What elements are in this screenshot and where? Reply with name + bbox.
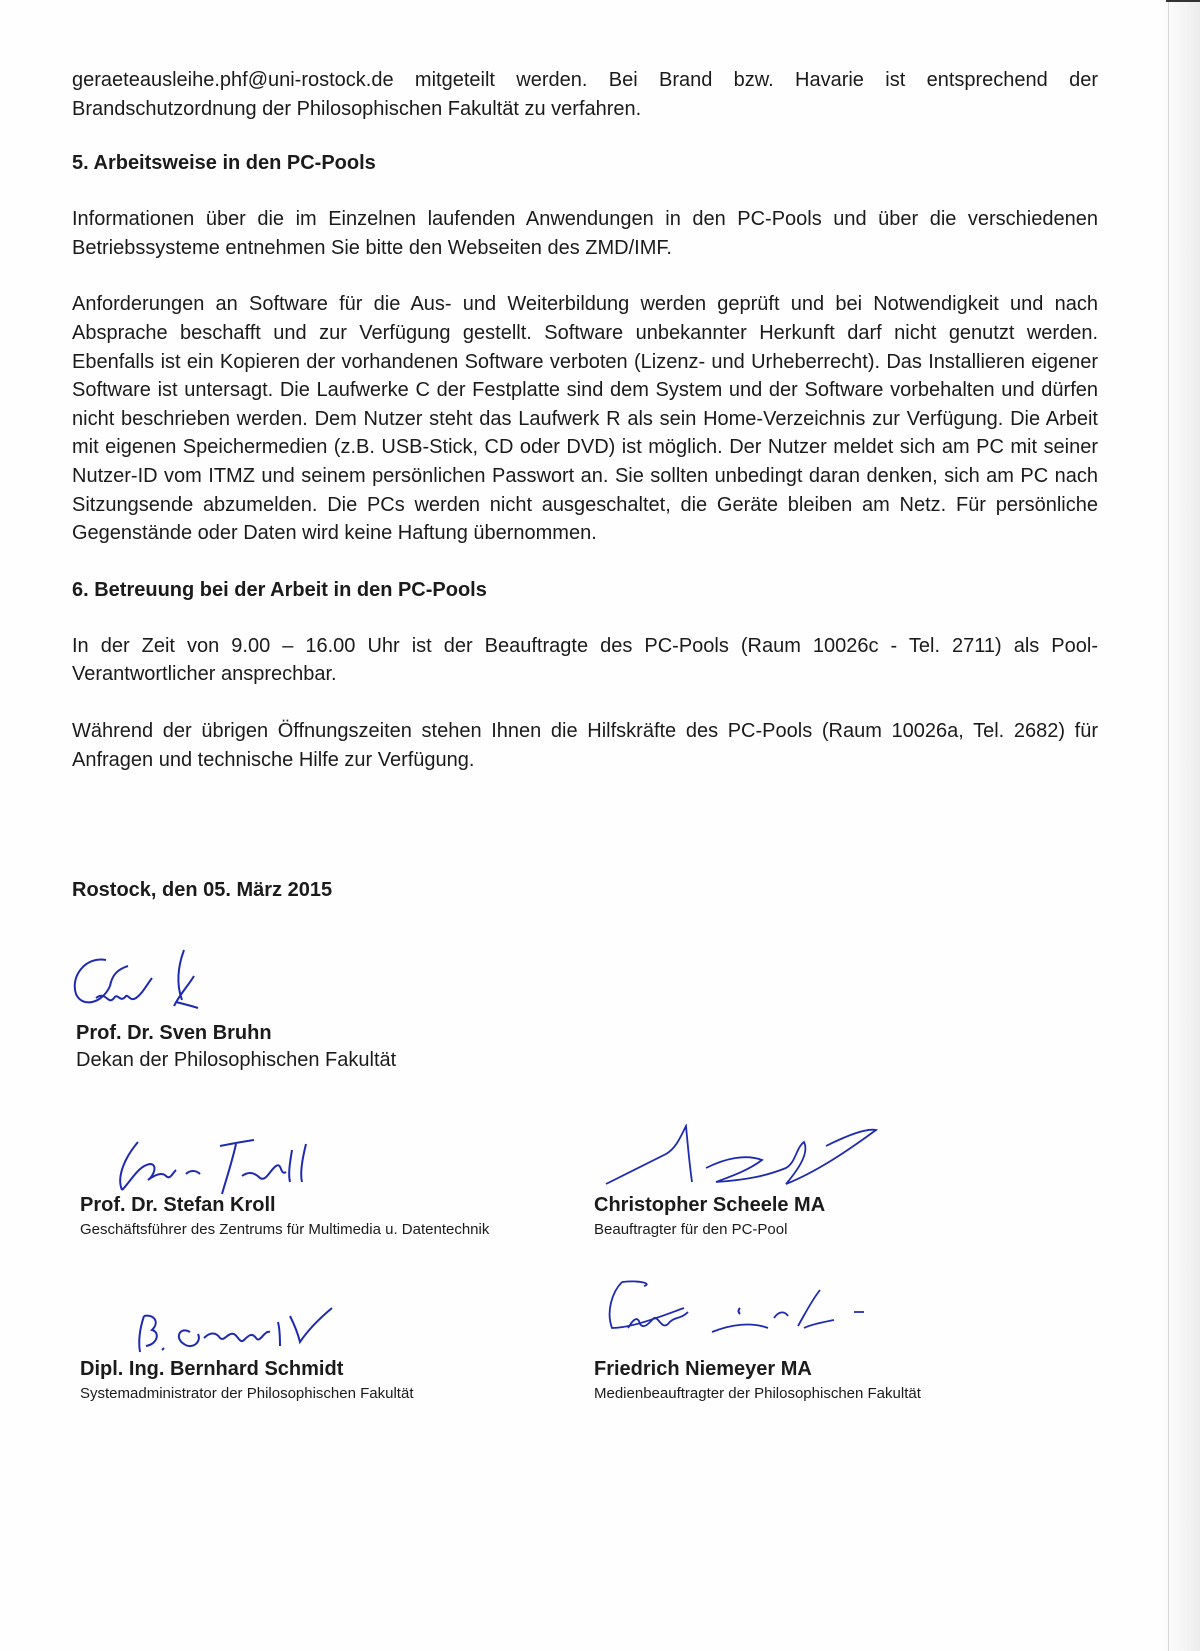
signatory-niemeyer bbox=[594, 1356, 921, 1406]
signatory-name: Prof. Dr. Stefan Kroll bbox=[80, 1194, 276, 1216]
document-body bbox=[72, 66, 1098, 774]
section-5-paragraph-1: Informationen über die im Einzelnen laufenden Anwendungen in den PC-Pools und über die verschiedenen Betriebssysteme entnehmen Sie bitte den Webseiten des ZMD/IMF. bbox=[72, 208, 1098, 259]
signatory-name: Prof. Dr. Sven Bruhn bbox=[76, 1022, 272, 1044]
section-5-heading: 5. Arbeitsweise in den PC-Pools bbox=[72, 152, 376, 175]
date-line: Rostock, den 05. März 2015 bbox=[72, 879, 333, 901]
signatory-role: Medienbeauftragter der Philosophischen Fakultät bbox=[594, 1385, 921, 1402]
signatory-role: Beauftragter für den PC-Pool bbox=[594, 1221, 788, 1238]
section-6-heading: 6. Betreuung bei der Arbeit in den PC-Pools bbox=[72, 578, 487, 601]
signatory-role: Geschäftsführer des Zentrums für Multimedia u. Datentechnik bbox=[80, 1221, 490, 1238]
signature-niemeyer-image bbox=[592, 1272, 872, 1362]
scan-edge bbox=[1158, 0, 1200, 1651]
signature-schmidt-image bbox=[130, 1302, 360, 1362]
section-6-paragraph-1: In der Zeit von 9.00 – 16.00 Uhr ist der Beauftragte des PC-Pools (Raum 10026c - Tel. 2711) als Pool-Verantwortlicher ansprechbar. bbox=[72, 634, 1098, 686]
section-5-paragraph-2: Anforderungen an Software für die Aus- und Weiterbildung werden geprüft und bei Notwendigkeit und nach Absprache beschafft und zur Verfügung gestellt. Software unbekannter Herkunft darf nicht genutzt werden. Ebenfalls ist ein Kopieren der vorhandenen Software verboten (Lizenz- und Urheberrecht). Das Installieren eigener Software ist untersagt. Die Laufwerke C der Festplatte sind dem System und der Software vorbehalten und dürfen nicht beschrieben werden. Dem Nutzer steht das Laufwerk R als sein Home-Verzeichnis zur Verfügung. Die Arbeit mit eigenen Speichermedien (z.B. USB-Stick, CD oder DVD) ist möglich. Der Nutzer meldet sich am PC mit seiner Nutzer-ID vom ITMZ und seinem persönlichen Passwort an. Sie sollten unbedingt daran denken, sich am PC nach Sitzungsende abzumelden. Die PCs werden nicht ausgeschaltet, die Geräte bleiben am Netz. Für persönliche Gegenstände oder Daten wird keine Haftung übernommen. bbox=[72, 293, 1098, 545]
signatory-schmidt bbox=[80, 1356, 414, 1406]
signatory-role: Systemadministrator der Philosophischen Fakultät bbox=[80, 1385, 414, 1402]
signatory-name: Dipl. Ing. Bernhard Schmidt bbox=[80, 1358, 344, 1380]
signatory-name: Christopher Scheele MA bbox=[594, 1194, 826, 1216]
section-6-paragraph-2: Während der übrigen Öffnungszeiten stehen Ihnen die Hilfskräfte des PC-Pools (Raum 10026a, Tel. 2682) für Anfragen und technische Hilfe zur Verfügung. bbox=[72, 719, 1098, 771]
signatory-scheele bbox=[594, 1192, 825, 1242]
intro-paragraph: geraeteausleihe.phf@uni-rostock.de mitgeteilt werden. Bei Brand bzw. Havarie ist entsprechend der Brandschutzordnung der Philosophischen Fakultät zu verfahren. bbox=[72, 69, 1098, 120]
signatory-role: Dekan der Philosophischen Fakultät bbox=[76, 1049, 397, 1071]
signatory-name: Friedrich Niemeyer MA bbox=[594, 1358, 812, 1380]
signatory-kroll bbox=[80, 1192, 489, 1242]
signature-bruhn-image bbox=[66, 946, 216, 1021]
signatory-dean bbox=[76, 1020, 396, 1074]
